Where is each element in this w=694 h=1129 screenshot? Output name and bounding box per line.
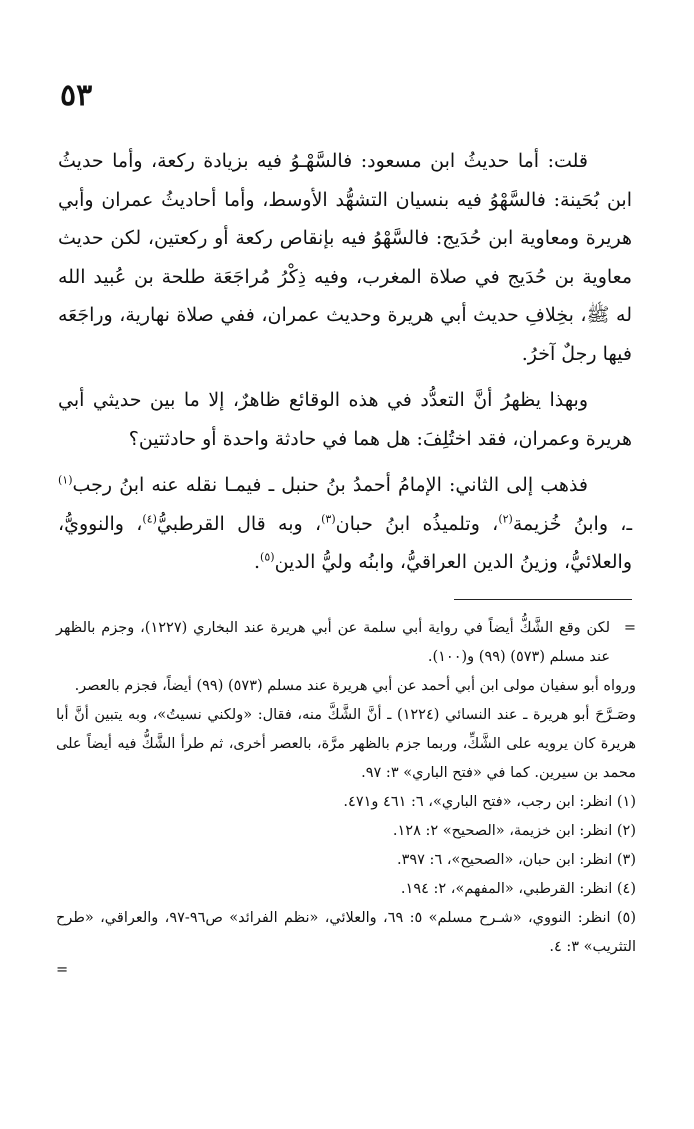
footnote-1: (١) انظر: ابن رجب، «فتح الباري»، ٦: ٤٦١ و٤٧١.	[343, 794, 636, 810]
footnote-ref-3[interactable]: (٣)	[321, 512, 336, 526]
footnote-continued-text: لكن وقع الشَّكُّ أيضاً في رواية أبي سلمة عن أبي هريرة عند البخاري (١٢٢٧)، وجزم بالظهر عند مسلم (٥٧٣) (٩٩) و(١٠٠).	[56, 620, 610, 665]
footnote-3: (٣) انظر: ابن حبان، «الصحيح»، ٦: ٣٩٧.	[396, 852, 636, 868]
paragraph-3-text-5: ، والنوويُّ، والعلائيُّ، وزينُ الدين العراقيُّ، وابنُه وليُّ الدين	[58, 512, 632, 573]
footnote-4: (٤) انظر: القرطبي، «المفهم»، ٢: ١٩٤.	[400, 881, 636, 897]
paragraph-2: وبهذا يظهرُ أنَّ التعدُّد في هذه الوقائع ظاهرٌ، إلا ما بين حديثي أبي هريرة وعمران، فقد اختُلِفَ: هل هما في حادثة واحدة أو حادثتين؟	[58, 389, 632, 450]
footnote-ref-1[interactable]: (١)	[58, 473, 73, 487]
footnote-ref-2[interactable]: (٢)	[498, 512, 513, 526]
main-text	[58, 142, 632, 590]
continues-marker: =	[56, 962, 69, 978]
paragraph-3-text-2: ـ، وابنُ خُزيمة	[512, 512, 633, 535]
footnote-ref-5[interactable]: (٥)	[260, 550, 275, 564]
paragraph-3-text-1: فذهب إلى الثاني: الإمامُ أحمدُ بنُ حنبل ـ فيمـا نقله عنه ابنُ رجب	[72, 474, 588, 496]
paragraph-3-text-3: ، وتلميذُه ابنُ حبان	[335, 512, 499, 535]
footnote-divider	[454, 599, 632, 600]
footnote-paragraph-3: وصَـرَّحَ أبو هريرة ـ عند النسائي (١٢٢٤) ـ أنَّ الشَّكَّ منه، فقال: «ولكني نسيتُ»، وبه يتبين أنَّ أبا هريرة كان يرويه على الشَّكِّ، وربما جزم بالظهر مرَّة، بالعصر أخرى، ثم طرأ الشَّكُّ فيه أيضاً على محمد بن سيرين. كما في «فتح الباري» ٣: ٩٧.	[56, 707, 636, 781]
footnote-paragraph-2: ورواه أبو سفيان مولى ابن أبي أحمد عن أبي هريرة عند مسلم (٥٧٣) (٩٩) أيضاً، فجزم بالعصر.	[74, 678, 636, 694]
footnotes-section	[56, 614, 636, 978]
footnote-list	[56, 788, 636, 962]
footnote-5: (٥) انظر: النووي، «شـرح مسلم» ٥: ٦٩، والعلائي، «نظم الفرائد» ص٩٦-٩٧، والعراقي، «طرح التثريب» ٣: ٤.	[56, 910, 637, 955]
footnote-continued	[56, 614, 636, 672]
continued-marker: =	[623, 620, 636, 636]
footnote-2: (٢) انظر: ابن خزيمة، «الصحيح» ٢: ١٢٨.	[392, 823, 636, 839]
paragraph-3-text-6: .	[254, 551, 261, 573]
paragraph-3-text-4: ، وبه قال القرطبيُّ	[156, 512, 322, 535]
page-number: ٥٣	[60, 78, 93, 113]
paragraph-1: قلت: أما حديثُ ابن مسعود: فالسَّهْـوُ فيه بزيادة ركعة، وأما حديثُ ابن بُحَينة: فالسَّهْوُ فيه بنسيان التشهُّد الأوسط، وأما أحاديثُ عمران وأبي هريرة ومعاوية ابن حُدَيج: فالسَّهْوُ فيه بإنقاص ركعة أو ركعتين، لكن حديث معاوية بن حُدَيج في صلاة المغرب، وفيه ذِكْرُ مُراجَعَة طلحة بن عُبيد الله له ﷺ، بخِلافِ حديث أبي هريرة وحديث عمران، ففي صلاة نهارية، وراجَعَه فيها رجلٌ آخرُ.	[58, 150, 632, 365]
footnote-ref-4[interactable]: (٤)	[142, 512, 157, 526]
paragraph-3	[58, 466, 632, 582]
